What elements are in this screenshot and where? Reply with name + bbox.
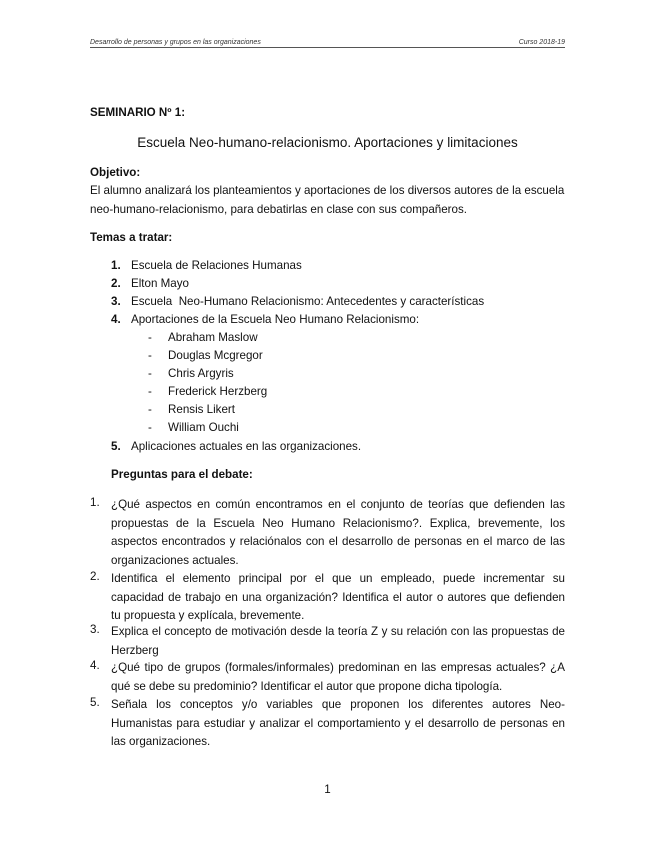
topic-number: 2. — [111, 277, 121, 290]
topic-number: 3. — [111, 295, 121, 308]
author-bullet: - — [148, 385, 152, 398]
author-bullet: - — [148, 403, 152, 416]
question-number: 3. — [90, 623, 100, 636]
author-item: Rensis Likert — [168, 403, 236, 416]
header-divider — [90, 47, 565, 48]
question-text: ¿Qué aspectos en común encontramos en el conjunto de teorías que defienden las propuestas de la Escuela Neo Humano Relacionismo?. Explica, brevemente, los aspectos encontrados y relaciónalos con el desarrollo de personas en el marco de las organizaciones actuales. — [111, 498, 565, 567]
topic-number: 4. — [111, 313, 121, 326]
topic-number: 1. — [111, 259, 121, 272]
objective-heading: Objetivo: — [90, 166, 141, 179]
document-title: Escuela Neo-humano-relacionismo. Aportaciones y limitaciones — [137, 135, 518, 150]
question-text: Explica el concepto de motivación desde la teoría Z y su relación con las propuestas de Herzberg — [111, 625, 565, 657]
question-number: 2. — [90, 570, 100, 583]
question-number: 5. — [90, 696, 100, 709]
author-bullet: - — [148, 367, 152, 380]
author-item: Frederick Herzberg — [168, 385, 268, 398]
debate-heading: Preguntas para el debate: — [111, 468, 253, 481]
author-bullet: - — [148, 421, 152, 434]
seminar-label: SEMINARIO Nº 1: — [90, 106, 186, 119]
topics-heading: Temas a tratar: — [90, 231, 173, 244]
question-number: 1. — [90, 496, 100, 509]
author-item: William Ouchi — [168, 421, 239, 434]
topic-item: Escuela de Relaciones Humanas — [131, 259, 302, 272]
topic-item: Aportaciones de la Escuela Neo Humano Relacionismo: — [131, 313, 420, 326]
header-course-title: Desarrollo de personas y grupos en las organizaciones — [90, 39, 261, 46]
header-academic-year: Curso 2018-19 — [518, 39, 565, 46]
topic-item: Escuela Neo-Humano Relacionismo: Antecedentes y características — [131, 295, 485, 308]
question-text: ¿Qué tipo de grupos (formales/informales) predominan en las empresas actuales? ¿A qué se debe su predominio? Identificar el autor que propone dicha tipología. — [111, 661, 565, 693]
topic-number: 5. — [111, 440, 121, 453]
author-item: Chris Argyris — [168, 367, 234, 380]
page-number: 1 — [324, 783, 331, 796]
question-text: Señala los conceptos y/o variables que proponen los diferentes autores Neo-Humanistas para estudiar y analizar el comportamiento y el desarrollo de personas en las organizaciones. — [111, 698, 565, 748]
question-number: 4. — [90, 659, 100, 672]
topic-item: Aplicaciones actuales en las organizaciones. — [131, 440, 362, 453]
topic-item: Elton Mayo — [131, 277, 189, 290]
question-text: Identifica el elemento principal por el que un empleado, puede incrementar su capacidad de trabajo en una organización? Identifica el autor o autores que defienden tu propuesta y explícala, brevemente. — [111, 572, 565, 622]
author-bullet: - — [148, 349, 152, 362]
author-bullet: - — [148, 331, 152, 344]
objective-text: El alumno analizará los planteamientos y aportaciones de los diversos autores de la escuela neo-humano-relacionismo, para debatirlas en clase con sus compañeros. — [90, 184, 565, 216]
author-item: Abraham Maslow — [168, 331, 258, 344]
author-item: Douglas Mcgregor — [168, 349, 263, 362]
